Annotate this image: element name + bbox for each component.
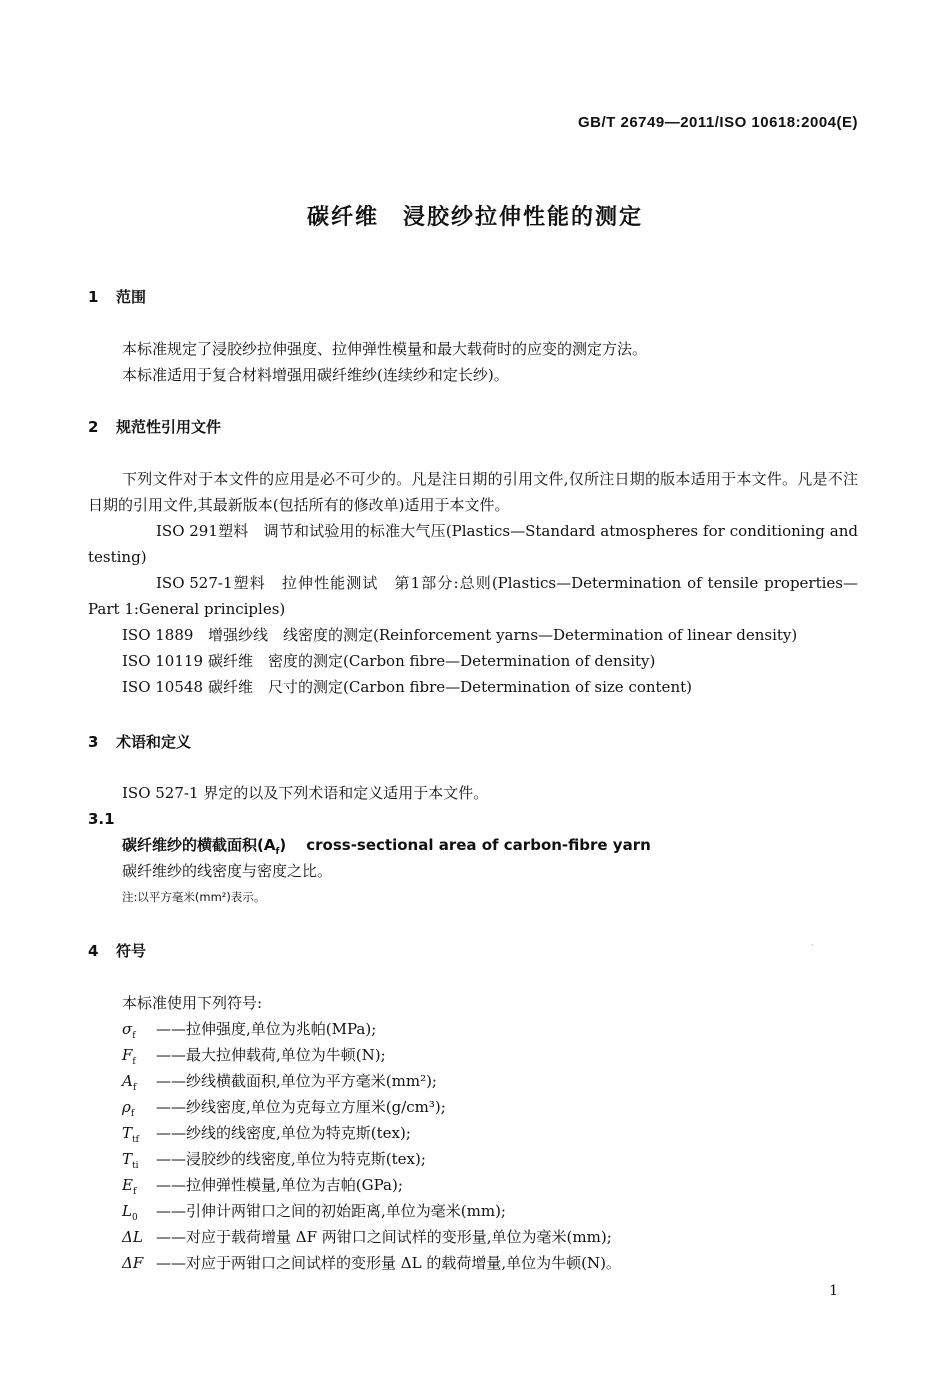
document-title: 碳纤维 浸胶纱拉伸性能的测定 (306, 205, 643, 230)
symbol: $T_{tf}$ (122, 1124, 139, 1145)
symbol-description: ——浸胶纱的线密度,单位为特克斯(tex); (156, 1150, 426, 1168)
reference-text: 碳纤维 尺寸的测定(Carbon fibre—Determination of size content) (208, 678, 692, 696)
reference-text: 增强纱线 线密度的测定(Reinforcement yarns—Determination of linear density) (208, 626, 798, 644)
symbol: $A_f$ (122, 1072, 137, 1093)
subclause-number: 3.1 (88, 810, 115, 828)
term-english: cross-sectional area of carbon-fibre yarn (306, 836, 651, 854)
reference-code: ISO 1889 (122, 626, 194, 644)
terms-intro: ISO 527-1 界定的以及下列术语和定义适用于本文件。 (122, 784, 489, 802)
section-title: 规范性引用文件 (116, 418, 222, 436)
standard-identifier: GB/T 26749—2011/ISO 10618:2004(E) (578, 114, 858, 131)
symbol: $\sigma_f$ (122, 1020, 136, 1041)
symbol-description: ——纱线密度,单位为克每立方厘米(g/cm³); (156, 1098, 446, 1116)
symbol-description: ——纱线横截面积,单位为平方毫米(mm²); (156, 1072, 437, 1090)
reference-text: 碳纤维 密度的测定(Carbon fibre—Determination of density) (208, 652, 656, 670)
symbol-description: ——拉伸弹性模量,单位为吉帕(GPa); (156, 1176, 403, 1194)
symbol: ΔL (122, 1228, 143, 1246)
section-title: 符号 (116, 942, 147, 960)
symbol-description: ——最大拉伸载荷,单位为牛顿(N); (156, 1046, 386, 1064)
section-4-heading (88, 940, 146, 961)
scan-speck: · (811, 941, 814, 950)
symbol: ΔF (122, 1254, 144, 1272)
symbol: $L_0$ (122, 1202, 138, 1223)
reference-code: ISO 10548 (122, 678, 203, 696)
reference-item (122, 622, 797, 648)
section-2-heading (88, 416, 221, 437)
section-number: 1 (88, 288, 99, 306)
reference-code: ISO 527-1 (156, 574, 233, 592)
section-number: 2 (88, 418, 99, 436)
symbol-row (122, 1250, 621, 1283)
section-1-heading (88, 286, 146, 307)
page-number: 1 (829, 1283, 838, 1299)
reference-text: 塑料 调节和试验用的标准大气压(Plastics—Standard atmospheres for conditioning and testing) (88, 522, 858, 566)
symbol-description: ——对应于载荷增量 ΔF 两钳口之间试样的变形量,单位为毫米(mm); (156, 1228, 612, 1246)
symbol-description: ——对应于两钳口之间试样的变形量 ΔL 的载荷增量,单位为牛顿(N)。 (156, 1254, 621, 1272)
scope-paragraph-1: 本标准规定了浸胶纱拉伸强度、拉伸弹性模量和最大载荷时的应变的测定方法。 (122, 340, 648, 358)
symbol: $\rho_f$ (122, 1098, 135, 1119)
reference-code: ISO 10119 (122, 652, 203, 670)
section-number: 3 (88, 733, 99, 751)
section-3-heading (88, 731, 191, 752)
reference-item (122, 674, 692, 700)
reference-code: ISO 291 (156, 522, 218, 540)
section-number: 4 (88, 942, 99, 960)
scope-paragraph-2: 本标准适用于复合材料增强用碳纤维纱(连续纱和定长纱)。 (122, 366, 509, 384)
reference-text: 塑料 拉伸性能测试 第1部分:总则(Plastics—Determination of tensile properties—Part 1:General principles) (88, 574, 858, 618)
symbol-description: ——纱线的线密度,单位为特克斯(tex); (156, 1124, 411, 1142)
reference-item (88, 518, 858, 570)
symbols-intro: 本标准使用下列符号: (122, 994, 263, 1012)
term-chinese: 碳纤维纱的横截面积(A (122, 836, 276, 854)
symbol: $T_{ti}$ (122, 1150, 139, 1171)
reference-item (88, 570, 858, 622)
term-close: ) (279, 836, 287, 854)
symbol-description: ——拉伸强度,单位为兆帕(MPa); (156, 1020, 377, 1038)
normative-refs-intro: 下列文件对于本文件的应用是必不可少的。凡是注日期的引用文件,仅所注日期的版本适用于本文件。凡是不注日期的引用文件,其最新版本(包括所有的修改单)适用于本文件。 (88, 470, 858, 514)
reference-item (122, 648, 655, 674)
symbol: $E_f$ (122, 1176, 137, 1197)
section-title: 术语和定义 (116, 733, 192, 751)
term-note: 注:以平方毫米(mm²)表示。 (122, 890, 266, 904)
symbol: $F_f$ (122, 1046, 136, 1067)
term-definition: 碳纤维纱的线密度与密度之比。 (122, 862, 333, 880)
term-subscript: f (275, 847, 280, 857)
section-title: 范围 (116, 288, 147, 306)
symbol-description: ——引伸计两钳口之间的初始距离,单位为毫米(mm); (156, 1202, 506, 1220)
